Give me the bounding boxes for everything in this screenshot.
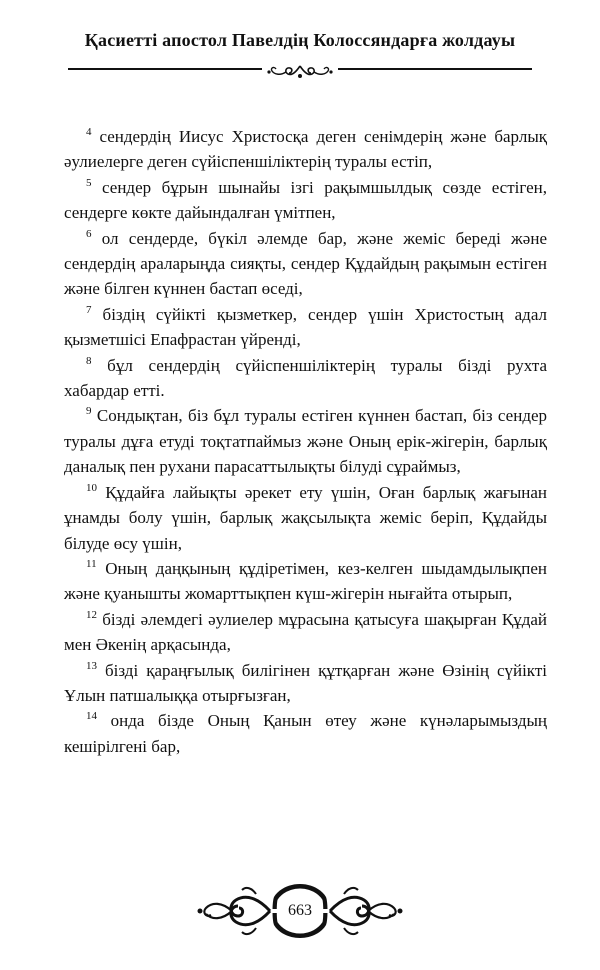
verse-text: Оның даңқының құдіретімен, кез-келген шыдамдылықпен және қуанышты жомарттықпен күш-жігерін нығайта отырып,	[64, 558, 547, 604]
verse-number: 9	[86, 405, 92, 418]
verse-number: 7	[86, 303, 92, 316]
verse-number: 14	[86, 710, 97, 723]
verse	[64, 175, 547, 226]
running-header: Қасиетті апостол Павелдің Колоссяндарға жолдауы	[84, 30, 516, 50]
verse-text: бізді әлемдегі әулиелер мұрасына қатысуға шақырған Құдай мен Әкенің арқасында,	[64, 609, 547, 655]
verse	[64, 124, 547, 175]
verse-text: бізді қараңғылық билігінен құтқарған және Өзінің сүйікті Ұлын патшалыққа отырғызған,	[64, 660, 547, 705]
verse-number: 8	[86, 354, 92, 367]
verse	[64, 480, 547, 556]
verse	[64, 302, 547, 353]
verse	[64, 353, 547, 404]
verse-text: сендер бұрын шынайы ізгі рақымшылдық сөзде естіген, сендерге көкте дайындалған үмітпен,	[64, 177, 548, 223]
verse-text: Сондықтан, біз бұл туралы естіген күннен бастап, біз сендер туралы дұға етуді тоқтатпаймыз және Оның ерік-жігерін, барлық даналық пен рухани парасаттылықты білуді сұраймыз,	[64, 406, 548, 477]
verse-number: 5	[86, 176, 92, 189]
verse	[64, 607, 547, 658]
verse	[64, 403, 547, 479]
page-number: 663	[288, 902, 312, 919]
verse-text: ол сендерде, бүкіл әлемде бар, және жеміс береді және сендердің араларыңда сияқты, сендер Құдайдың рақымын естіген және білген күннен бастап өседі,	[64, 228, 547, 299]
flourish-ornament-icon	[262, 62, 338, 82]
verse-number: 6	[86, 227, 92, 240]
verse-text: біздің сүйікті қызметкер, сендер үшін Христостың адал қызметшісі Епафрастан үйренді,	[64, 304, 548, 350]
verse-number: 12	[86, 608, 97, 621]
verse-text: бұл сендердің сүйіспеншіліктерің туралы бізді рухта хабардар етті.	[64, 355, 547, 401]
chapter-body	[64, 124, 547, 759]
verse-text: Құдайға лайықты әрекет ету үшін, Оған барлық жағынан ұнамды болу үшін, барлық жақсылықта жеміс беріп, Құдайды білуде өсу үшін,	[64, 482, 548, 553]
verse-number: 11	[86, 557, 97, 570]
verse-number: 10	[86, 481, 97, 494]
verse	[64, 708, 547, 759]
verse-number: 13	[86, 659, 97, 672]
verse-number: 4	[86, 126, 92, 138]
verse	[64, 556, 547, 607]
verse	[64, 658, 547, 709]
verse	[64, 226, 547, 302]
verse-text: сендердің Иисус Христосқа деген сенімдерің және барлық әулиелерге деген сүйіспеншіліктерің туралы естіп,	[64, 127, 547, 172]
verse-text: онда бізде Оның Қанын өтеу және күнәларымыздың кешірілгені бар,	[64, 711, 547, 756]
